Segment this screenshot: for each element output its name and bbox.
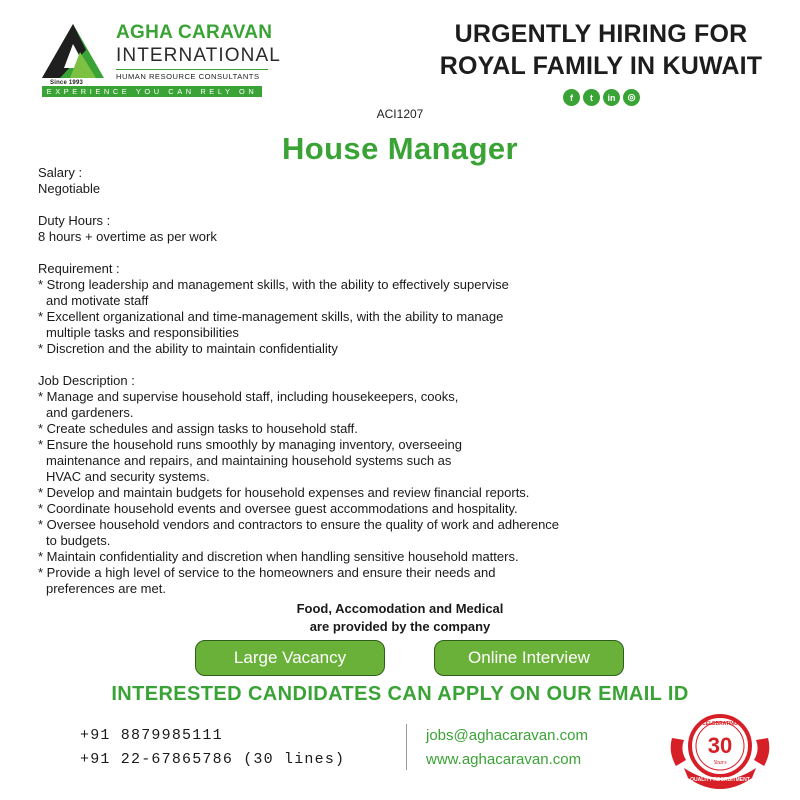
brand-divider	[116, 69, 268, 70]
headline-line-2: ROYAL FAMILY IN KUWAIT	[439, 52, 763, 80]
list-item: * Coordinate household events and oversee guest accommodations and hospitality.	[38, 501, 638, 517]
list-item: * Provide a high level of service to the homeowners and ensure their needs and preferences are met.	[38, 565, 562, 597]
list-item: * Develop and maintain budgets for household expenses and review financial reports.	[38, 485, 638, 501]
instagram-icon[interactable]: ◎	[623, 89, 640, 106]
seal-word: Years	[713, 760, 727, 766]
apply-instruction: INTERESTED CANDIDATES CAN APPLY ON OUR EMAIL ID	[111, 683, 689, 705]
twitter-icon[interactable]: t	[583, 89, 600, 106]
online-interview-button[interactable]: Online Interview	[434, 640, 624, 676]
list-item: * Create schedules and assign tasks to household staff.	[38, 421, 638, 437]
list-item: * Manage and supervise household staff, including housekeepers, cooks, and gardeners.	[38, 389, 470, 421]
list-item: * Excellent organizational and time-management skills, with the ability to manage multiple tasks and responsibilities	[38, 309, 504, 341]
list-item: * Maintain confidentiality and discretion when handling sensitive household matters.	[38, 549, 638, 565]
website-link[interactable]: www.aghacaravan.com	[426, 751, 582, 768]
seal-bottom-text: QUALITY RECRUITMENT	[690, 777, 750, 783]
brand-name-line2: INTERNATIONAL	[116, 45, 281, 66]
seal-number: 30	[707, 733, 733, 758]
social-links	[563, 89, 640, 106]
phone-1[interactable]: +91 8879985111	[80, 727, 223, 744]
list-item: * Ensure the household runs smoothly by managing inventory, overseeing maintenance and repairs, and maintaining household systems such as HVAC and security systems.	[38, 437, 478, 485]
salary-section	[38, 165, 638, 197]
large-vacancy-button[interactable]: Large Vacancy	[195, 640, 385, 676]
benefits-line-1: Food, Accomodation and Medical	[296, 601, 504, 616]
job-description-section	[38, 373, 638, 597]
logo-triangle-icon	[40, 22, 106, 84]
facebook-icon[interactable]: f	[563, 89, 580, 106]
anniversary-seal-icon	[666, 708, 774, 792]
hiring-headline	[420, 18, 782, 82]
benefits-line-2: are provided by the company	[309, 619, 491, 634]
email-link[interactable]: jobs@aghacaravan.com	[426, 727, 588, 744]
job-code: ACI1207	[376, 107, 424, 121]
phone-numbers	[80, 724, 345, 772]
salary-label: Salary :	[38, 165, 83, 180]
seal-top-text: CELEBRATING	[702, 721, 738, 727]
phone-2[interactable]: +91 22-67865786 (30 lines)	[80, 751, 346, 768]
job-title: House Manager	[281, 131, 519, 166]
brand-name: AGHA CARAVAN	[116, 22, 273, 43]
job-details	[38, 165, 638, 613]
benefits-note	[0, 600, 800, 636]
brand-tagline: EXPERIENCE YOU CAN RELY ON	[42, 86, 262, 97]
duty-hours-label: Duty Hours :	[38, 213, 111, 228]
contact-divider	[406, 724, 407, 770]
requirement-label: Requirement :	[38, 261, 120, 276]
since-year: Since 1993	[50, 80, 84, 86]
requirement-section	[38, 261, 638, 357]
job-description-label: Job Description :	[38, 373, 135, 388]
list-item: * Strong leadership and management skills, with the ability to effectively supervise and motivate staff	[38, 277, 514, 309]
linkedin-icon[interactable]: in	[603, 89, 620, 106]
headline-line-1: URGENTLY HIRING FOR	[454, 20, 748, 48]
list-item: * Discretion and the ability to maintain confidentiality	[38, 341, 638, 357]
brand-subtitle: HUMAN RESOURCE CONSULTANTS	[116, 72, 260, 81]
duty-hours-value: 8 hours + overtime as per work	[38, 229, 217, 244]
online-contacts	[426, 724, 588, 772]
list-item: * Oversee household vendors and contractors to ensure the quality of work and adherence to budgets.	[38, 517, 562, 549]
salary-value: Negotiable	[38, 181, 101, 196]
duty-hours-section	[38, 213, 638, 245]
